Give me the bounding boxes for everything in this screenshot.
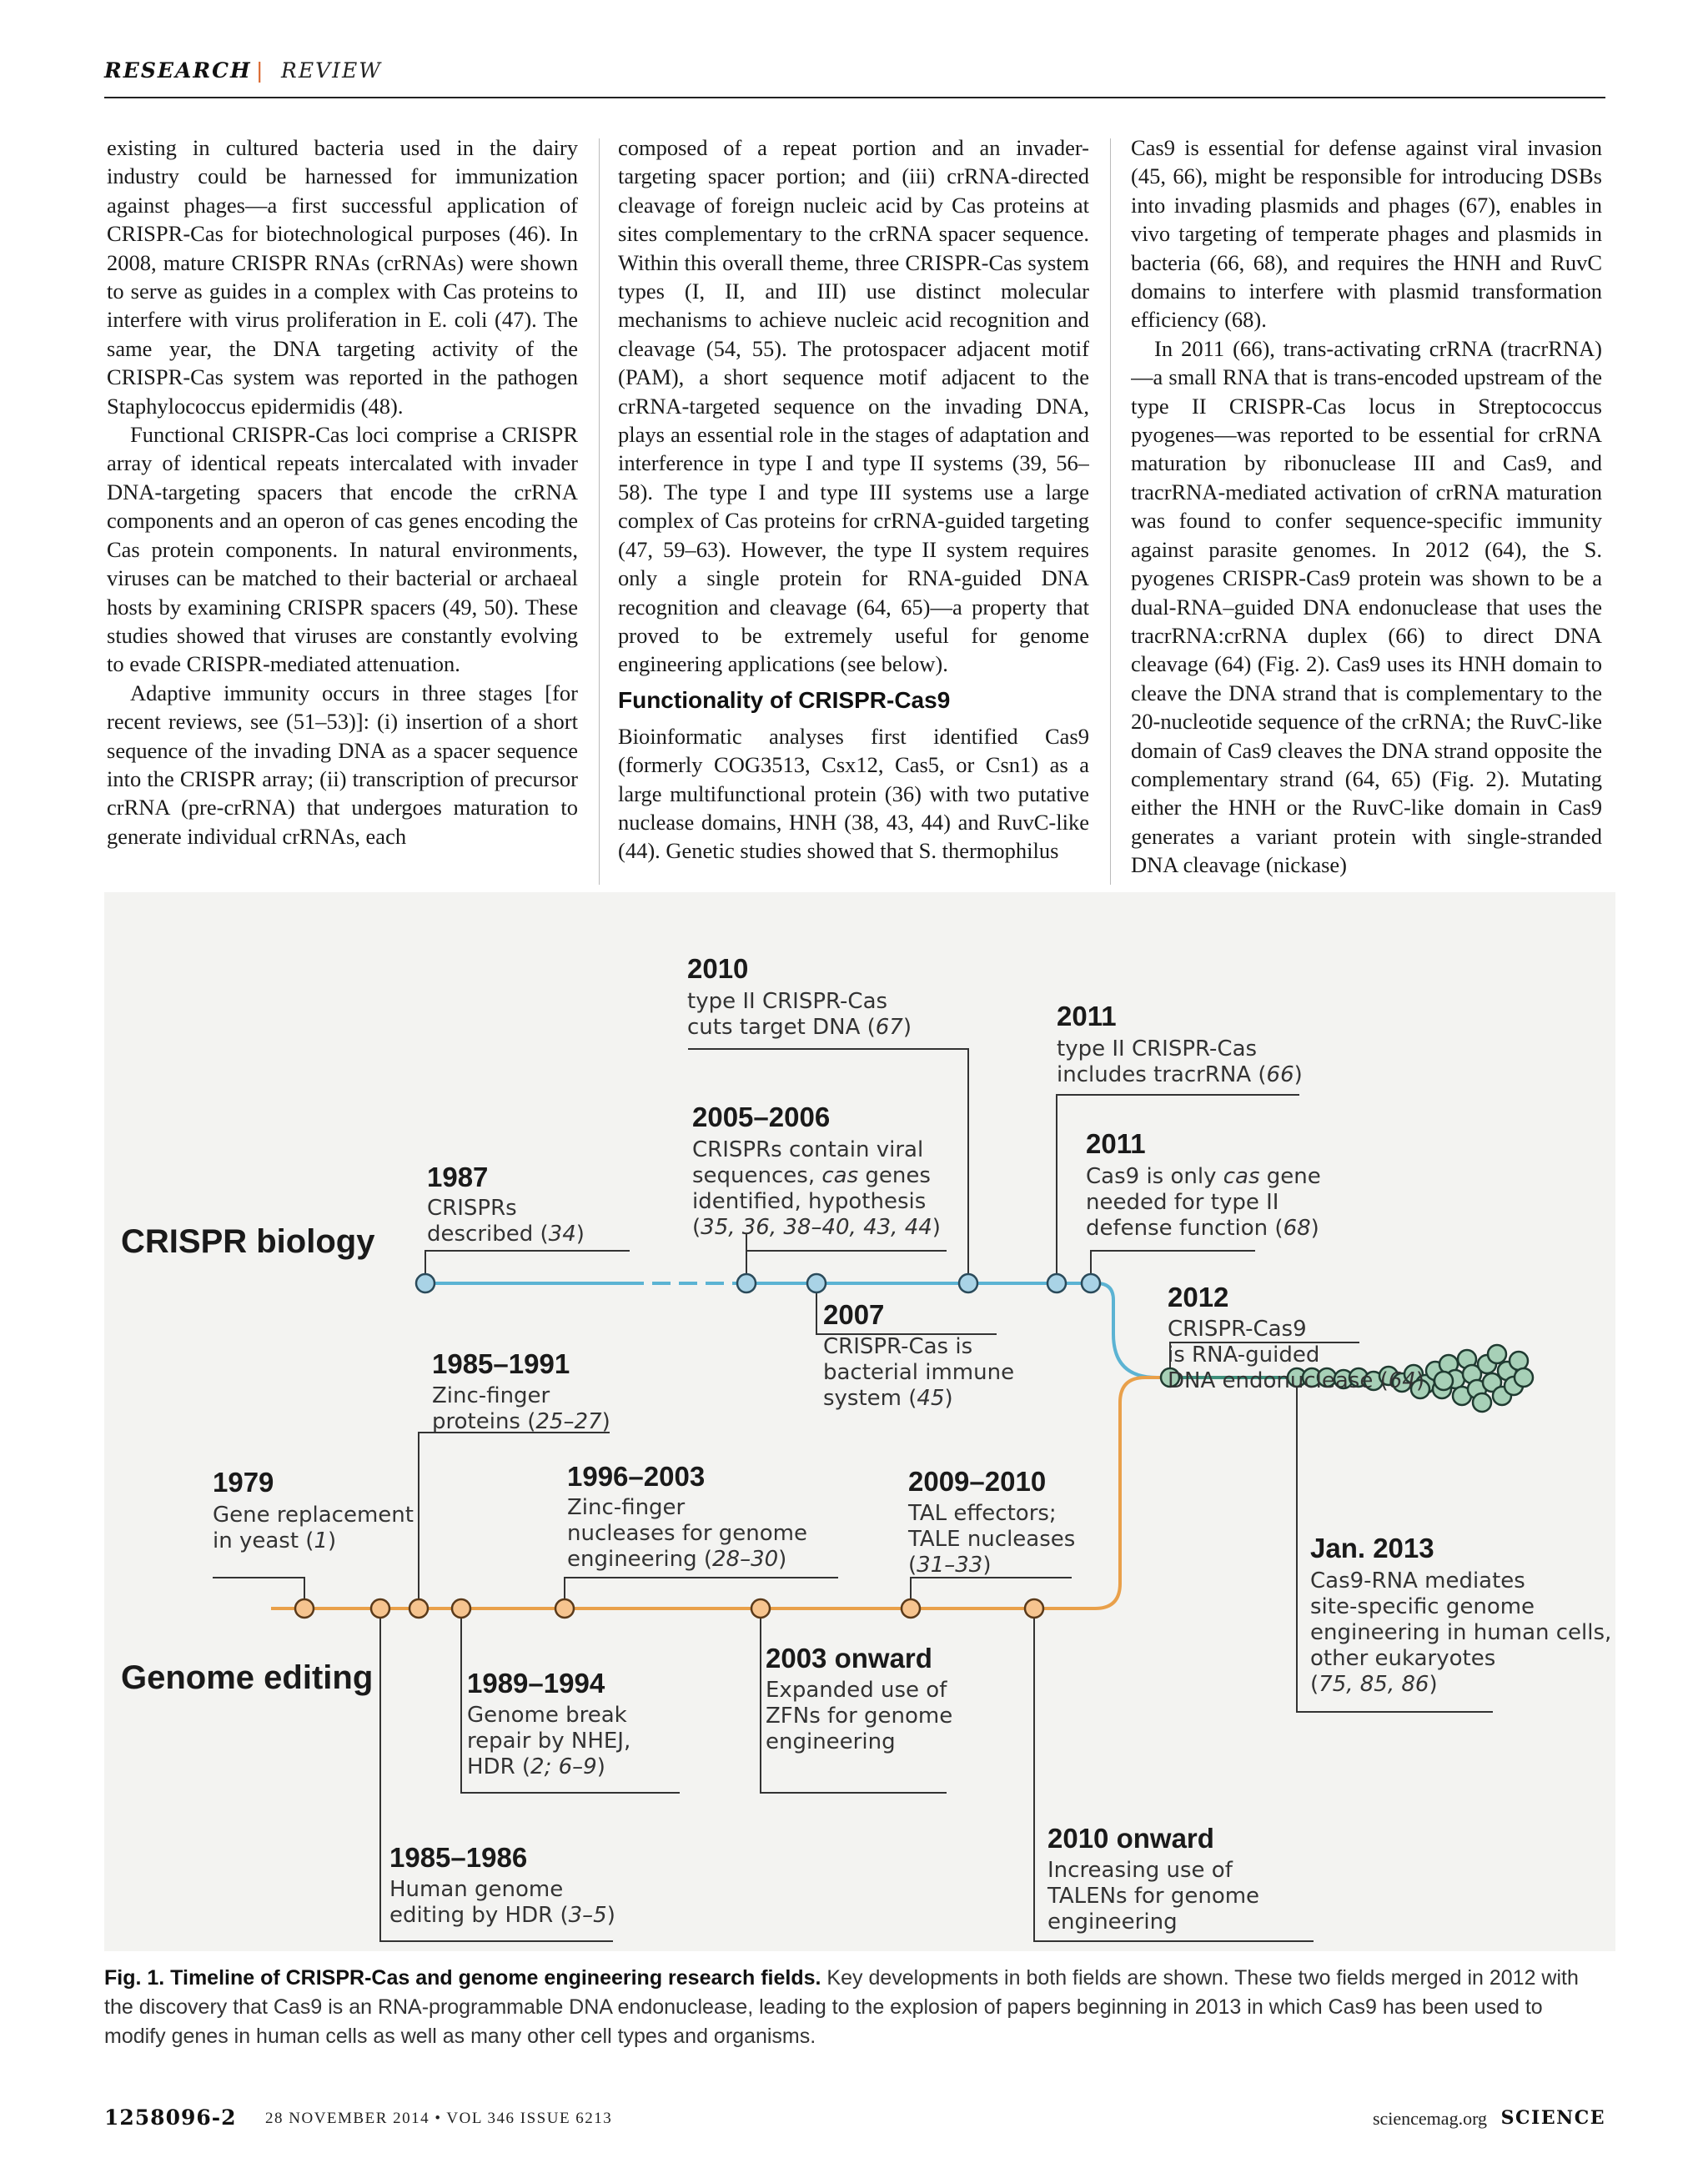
issue-info: 28 NOVEMBER 2014 • VOL 346 ISSUE 6213 bbox=[265, 2110, 613, 2127]
node-2007 bbox=[807, 1274, 826, 1292]
event-2011b bbox=[1086, 1128, 1321, 1241]
event-text: (75, 85, 86) bbox=[1310, 1672, 1438, 1697]
journal-name: SCIENCE bbox=[1500, 2107, 1605, 2129]
figure-caption bbox=[104, 1964, 1605, 2051]
event-text: engineering bbox=[1047, 1910, 1178, 1935]
event-2011a bbox=[1057, 1001, 1303, 1087]
event-text: TALE nucleases bbox=[908, 1527, 1076, 1552]
event-year: 1985–1986 bbox=[389, 1842, 528, 1873]
event-text: engineering in human cells, bbox=[1310, 1620, 1612, 1645]
event-year: 1996–2003 bbox=[567, 1461, 706, 1492]
event-1989 bbox=[467, 1668, 630, 1779]
event-year: 2010 onward bbox=[1047, 1823, 1214, 1854]
node-1996 bbox=[555, 1599, 574, 1618]
event-text: other eukaryotes bbox=[1310, 1646, 1496, 1671]
event-text: CRISPR-Cas is bbox=[823, 1334, 973, 1359]
event-2005 bbox=[692, 1102, 941, 1240]
paragraph: Functional CRISPR-Cas loci comprise a CRISPR array of identical repeats intercalated with invader DNA-targeting spacers that encode the crRNA components and an operon of cas genes encoding the Cas protein components. In natural environments, viruses can be matched to their bacterial or archaeal hosts by examining CRISPR spacers (49, 50). These studies showed that viruses are constantly evolving to evade CRISPR-mediated attenuation. bbox=[107, 422, 578, 677]
event-2010b bbox=[1047, 1823, 1259, 1935]
paragraph: Adaptive immunity occurs in three stages [for recent reviews, see (51–53)]: (i) insertion of a short sequence of the invading DNA as a spacer sequence into the CRISPR array; (ii) transcription of precursor crRNA (pre-crRNA) that undergoes maturation to generate individual crRNAs, each bbox=[107, 680, 578, 849]
event-year: 1987 bbox=[427, 1162, 489, 1192]
column-divider bbox=[1110, 138, 1111, 885]
page-header bbox=[104, 58, 1605, 100]
event-2003 bbox=[766, 1643, 952, 1754]
article-type: REVIEW bbox=[281, 58, 382, 83]
event-text: (35, 36, 38–40, 43, 44) bbox=[692, 1215, 941, 1240]
event-year: 2009–2010 bbox=[908, 1466, 1047, 1497]
section-label: RESEARCH bbox=[104, 58, 252, 83]
node-1979 bbox=[295, 1599, 314, 1618]
timeline-diagram bbox=[104, 892, 1615, 1951]
event-1987 bbox=[427, 1162, 585, 1247]
event-text: Cas9-RNA mediates bbox=[1310, 1568, 1525, 1593]
event-2009 bbox=[907, 1466, 1075, 1578]
event-text: engineering bbox=[766, 1729, 896, 1754]
event-year: 2007 bbox=[823, 1299, 885, 1330]
event-year: 2011 bbox=[1057, 1001, 1117, 1031]
section-heading: Functionality of CRISPR-Cas9 bbox=[618, 686, 951, 713]
paragraph: Bioinformatic analyses first identified Cas9 (formerly COG3513, Csx12, Cas5, or Csn1) as a large multifunctional protein (36) with two putative nuclease domains, HNH (38, 43, 44) and RuvC-like (44). Genetic studies showed that S. thermophilus bbox=[618, 723, 1089, 864]
event-text: Zinc-finger bbox=[567, 1495, 686, 1520]
event-text: editing by HDR (3–5) bbox=[389, 1903, 615, 1928]
event-text: (31–33) bbox=[908, 1553, 992, 1578]
node-1985 bbox=[409, 1599, 428, 1618]
event-text: type II CRISPR-Cas bbox=[687, 989, 888, 1014]
event-text: proteins (25–27) bbox=[432, 1409, 610, 1434]
event-text: CRISPRs bbox=[427, 1196, 517, 1221]
event-1985b bbox=[389, 1842, 615, 1928]
node-2011a bbox=[1047, 1274, 1066, 1292]
paragraph: existing in cultured bacteria used in the dairy industry could be harnessed for immunization against phages—a first successful application of CRISPR-Cas for biotechnological purposes (46). In 2008, mature CRISPR RNAs (crRNAs) were shown to serve as guides in a complex with Cas proteins to interfere with virus proliferation in E. coli (47). The same year, the DNA targeting activity of the CRISPR-Cas system was reported in the pathogen Staphylococcus epidermidis (48). bbox=[107, 135, 578, 419]
node-2009 bbox=[902, 1599, 920, 1618]
event-text: defense function (68) bbox=[1086, 1216, 1319, 1241]
event-year: 2012 bbox=[1168, 1282, 1229, 1312]
event-text: includes tracrRNA (66) bbox=[1057, 1062, 1303, 1087]
node-1989 bbox=[452, 1599, 470, 1618]
event-year: 1979 bbox=[213, 1467, 274, 1498]
node-2003 bbox=[751, 1599, 770, 1618]
column-divider bbox=[599, 138, 600, 885]
event-1985 bbox=[432, 1348, 610, 1434]
event-text: Increasing use of bbox=[1047, 1858, 1233, 1883]
node-2011b bbox=[1082, 1274, 1100, 1292]
event-text: bacterial immune bbox=[823, 1360, 1015, 1385]
text-column-1 bbox=[107, 133, 578, 892]
event-text: ZFNs for genome bbox=[766, 1704, 953, 1729]
event-text: Gene replacement bbox=[213, 1503, 414, 1528]
event-year: 2011 bbox=[1086, 1128, 1146, 1159]
field-label-crispr: CRISPR biology bbox=[121, 1223, 375, 1260]
page-footer bbox=[104, 2105, 1605, 2139]
paragraph: composed of a repeat portion and an invader-targeting spacer portion; and (iii) crRNA-directed cleavage of foreign nucleic acid by Cas proteins at sites complementary to the crRNA spacer sequence. Within this overall theme, three CRISPR-Cas system types (I, II, and III) use distinct molecular mechanisms to achieve nucleic acid recognition and cleavage (54, 55). The protospacer adjacent motif (PAM), a short sequence motif adjacent to the crRNA-targeted sequence on the invading DNA, plays an essential role in the stages of adaptation and interference in type I and type II systems (39, 56–58). The type I and type III systems use a large complex of Cas proteins for crRNA-guided targeting (47, 59–63). However, the type II system requires only a single protein for RNA-guided DNA recognition and cleavage (64, 65)—a property that proved to be extremely useful for genome engineering applications (see below). bbox=[618, 135, 1089, 677]
event-text: cuts target DNA (67) bbox=[687, 1015, 912, 1040]
event-2012 bbox=[1168, 1282, 1424, 1393]
paragraph: Cas9 is essential for defense against viral invasion (45, 66), might be responsible for introducing DSBs into invading plasmids and phages (67), enables in vivo targeting of temperate phages and plasmids in bacteria (66, 68), and requires the HNH and RuvC domains to interfere with plasmid transformation efficiency (68). bbox=[1131, 135, 1602, 333]
event-text: CRISPRs contain viral bbox=[692, 1137, 924, 1162]
event-text: is RNA-guided bbox=[1168, 1342, 1320, 1368]
field-label-genome: Genome editing bbox=[121, 1659, 374, 1696]
event-text: type II CRISPR-Cas bbox=[1057, 1036, 1258, 1061]
event-1979 bbox=[213, 1467, 414, 1553]
event-text: HDR (2; 6–9) bbox=[467, 1754, 605, 1779]
caption-text: Key developments in both fields are shown. These two fields merged in 2012 with the discovery that Cas9 is an RNA-programmable DNA endonuclease, leading to the explosion of papers beginning in 2013 in which Cas9 has been used to modify genes in human cells as well as many other cell types and organisms. bbox=[104, 1966, 1579, 2048]
event-text: CRISPR-Cas9 bbox=[1168, 1317, 1307, 1342]
event-2013 bbox=[1310, 1533, 1611, 1697]
text-column-2 bbox=[618, 133, 1089, 892]
event-text: in yeast (1) bbox=[213, 1528, 337, 1553]
page-number: 1258096-2 bbox=[104, 2105, 237, 2130]
event-text: Cas9 is only cas gene bbox=[1086, 1164, 1321, 1189]
caption-title: Fig. 1. Timeline of CRISPR-Cas and genome engineering research fields. bbox=[104, 1966, 821, 1990]
event-year: 2003 onward bbox=[766, 1643, 932, 1674]
event-text: identified, hypothesis bbox=[692, 1189, 927, 1214]
event-text: Genome break bbox=[467, 1703, 627, 1728]
site-link[interactable]: sciencemag.org bbox=[1372, 2108, 1487, 2129]
event-text: site-specific genome bbox=[1310, 1594, 1535, 1619]
node-1985b bbox=[371, 1599, 389, 1618]
event-2007 bbox=[823, 1299, 1014, 1411]
event-year: 2005–2006 bbox=[692, 1102, 831, 1132]
event-text: needed for type II bbox=[1086, 1190, 1279, 1215]
event-text: DNA endonuclease (64) bbox=[1168, 1368, 1425, 1393]
text-column-3 bbox=[1131, 133, 1602, 892]
event-year: Jan. 2013 bbox=[1310, 1533, 1434, 1563]
event-text: described (34) bbox=[427, 1222, 585, 1247]
event-year: 1985–1991 bbox=[432, 1348, 570, 1379]
event-text: system (45) bbox=[823, 1386, 953, 1411]
header-separator: | bbox=[256, 58, 264, 83]
event-text: engineering (28–30) bbox=[567, 1547, 787, 1572]
event-text: TALENs for genome bbox=[1047, 1884, 1260, 1909]
event-text: sequences, cas genes bbox=[692, 1163, 931, 1188]
node-1987 bbox=[416, 1274, 435, 1292]
header-rule bbox=[104, 97, 1605, 98]
event-text: Human genome bbox=[389, 1877, 564, 1902]
event-text: nucleases for genome bbox=[567, 1521, 807, 1546]
event-text: TAL effectors; bbox=[908, 1501, 1057, 1526]
event-year: 2010 bbox=[687, 953, 749, 984]
node-2010b bbox=[1025, 1599, 1043, 1618]
event-text: Zinc-finger bbox=[432, 1383, 550, 1408]
event-text: repair by NHEJ, bbox=[467, 1729, 631, 1754]
event-1996 bbox=[567, 1461, 807, 1572]
event-text: Expanded use of bbox=[766, 1678, 947, 1703]
event-2010a bbox=[687, 953, 912, 1040]
timeline-figure bbox=[104, 892, 1615, 1951]
event-year: 1989–1994 bbox=[467, 1668, 605, 1699]
paragraph: In 2011 (66), trans-activating crRNA (tracrRNA)—a small RNA that is trans-encoded upstream of the type II CRISPR-Cas locus in Streptococcus pyogenes—was reported to be essential for crRNA maturation by ribonuclease III and Cas9, and tracrRNA-mediated activation of crRNA maturation was found to confer sequence-specific immunity against parasite genomes. In 2012 (64), the S. pyogenes CRISPR-Cas9 protein was shown to be a dual-RNA–guided DNA endonuclease that uses the tracrRNA:crRNA duplex (66) to direct DNA cleavage (64) (Fig. 2). Cas9 uses its HNH domain to cleave the DNA strand that is complementary to the 20-nucleotide sequence of the crRNA; the RuvC-like domain of Cas9 cleaves the DNA strand opposite the complementary strand (64, 65) (Fig. 2). Mutating either the HNH or the RuvC-like domain in Cas9 generates a variant protein with single-stranded DNA cleavage (nickase) bbox=[1131, 335, 1602, 878]
node-2010 bbox=[959, 1274, 977, 1292]
node-2005 bbox=[737, 1274, 756, 1292]
